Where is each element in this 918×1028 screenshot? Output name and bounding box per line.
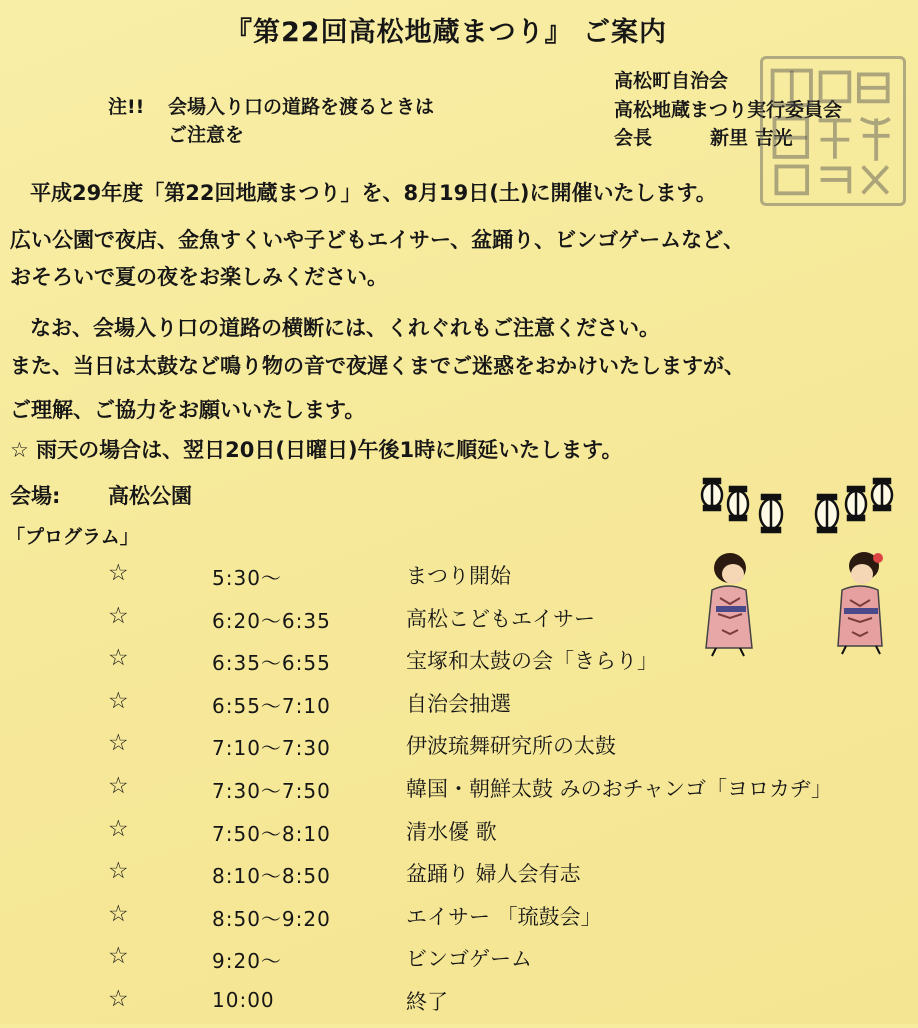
program-row [0, 986, 918, 1028]
organizer-line-1: 高松町自治会 [614, 70, 729, 92]
program-time: 6:20〜6:35 [212, 608, 331, 633]
body-line-3: おそろいで夏の夜をお楽しみください。 [10, 265, 388, 289]
program-item: 伊波琉舞研究所の太鼓 [406, 734, 616, 759]
program-item: 清水優 歌 [406, 819, 497, 844]
body-line-4: なお、会場入り口の道路の横断には、くれぐれもご注意ください。 [30, 316, 660, 340]
body-line-5: また、当日は太鼓など鳴り物の音で夜遅くまでご迷惑をおかけいたしますが、 [10, 354, 745, 378]
program-row [0, 901, 918, 943]
rain-notice: ☆ 雨天の場合は、翌日20日(日曜日)午後1時に順延いたします。 [10, 438, 623, 462]
note-line-2: ご注意を [168, 124, 245, 146]
organizer-chair-name: 新里 吉光 [710, 127, 793, 149]
star-icon: ☆ [108, 900, 129, 927]
program-heading: 「プログラム」 [6, 526, 139, 548]
program-row [0, 943, 918, 985]
program-item: 自治会抽選 [406, 691, 511, 716]
page-title: 『第22回高松地蔵まつり』 ご案内 [225, 17, 667, 48]
star-icon: ☆ [108, 986, 129, 1012]
program-time: 9:20〜 [212, 949, 282, 974]
star-icon: ☆ [108, 858, 129, 885]
program-row [0, 858, 918, 900]
program-item: 宝塚和太鼓の会「きらり」 [406, 649, 658, 674]
body-line-1: 平成29年度「第22回地蔵まつり」を、8月19日(土)に開催いたします。 [30, 181, 717, 205]
program-time: 8:50〜9:20 [212, 906, 331, 931]
star-icon: ☆ [108, 645, 129, 672]
body-line-2: 広い公園で夜店、金魚すくいや子どもエイサー、盆踊り、ビンゴゲームなど、 [10, 228, 745, 252]
paper-lantern-icon [872, 479, 892, 510]
star-icon: ☆ [108, 943, 129, 970]
program-item: 韓国・朝鮮太鼓 みのおチャンゴ「ヨロカヂ」 [406, 777, 833, 801]
organizer-line-2: 高松地蔵まつり実行委員会 [614, 99, 843, 121]
venue-label: 会場: [10, 484, 61, 508]
paper-lantern-icon [702, 479, 722, 510]
program-item: 終了 [406, 990, 448, 1014]
paper-lantern-icon [816, 495, 838, 532]
star-icon: ☆ [108, 730, 129, 757]
seal-stamp-icon-graphic [763, 59, 903, 203]
program-row [0, 560, 918, 602]
program-row [0, 773, 918, 815]
program-time: 6:35〜6:55 [212, 651, 331, 676]
program-item: ビンゴゲーム [406, 947, 532, 972]
program-row [0, 603, 918, 645]
note-line-1: 会場入り口の道路を渡るときは [168, 96, 435, 118]
paper-lantern-icon-group [692, 475, 902, 545]
star-icon: ☆ [108, 687, 129, 714]
program-time: 5:30〜 [212, 566, 282, 590]
venue-name: 高松公園 [108, 484, 192, 508]
star-icon: ☆ [108, 602, 129, 629]
program-row [0, 688, 918, 730]
paper-lantern-icon [728, 487, 748, 520]
note-mark: 注!! [108, 96, 145, 118]
program-row [0, 816, 918, 858]
seal-stamp-icon [760, 56, 906, 206]
paper-lantern-icon [846, 487, 866, 520]
program-time: 10:00 [212, 988, 275, 1012]
body-line-6: ご理解、ご協力をお願いいたします。 [10, 398, 366, 422]
program-time: 7:10〜7:30 [212, 736, 331, 761]
program-time: 8:10〜8:50 [212, 864, 331, 889]
paper-lantern-icon [760, 495, 782, 532]
program-item: エイサー 「琉鼓会」 [406, 904, 602, 929]
star-icon: ☆ [108, 773, 129, 799]
program-item: 盆踊り 婦人会有志 [406, 862, 581, 887]
program-item: 高松こどもエイサー [406, 606, 595, 631]
program-time: 7:30〜7:50 [212, 779, 331, 803]
star-icon: ☆ [108, 815, 129, 842]
program-row [0, 645, 918, 687]
program-time: 7:50〜8:10 [212, 821, 331, 846]
program-item: まつり開始 [406, 564, 511, 588]
program-row [0, 730, 918, 772]
organizer-chair-title: 会長 [614, 127, 653, 149]
program-time: 6:55〜7:10 [212, 693, 331, 718]
star-icon: ☆ [108, 560, 129, 586]
